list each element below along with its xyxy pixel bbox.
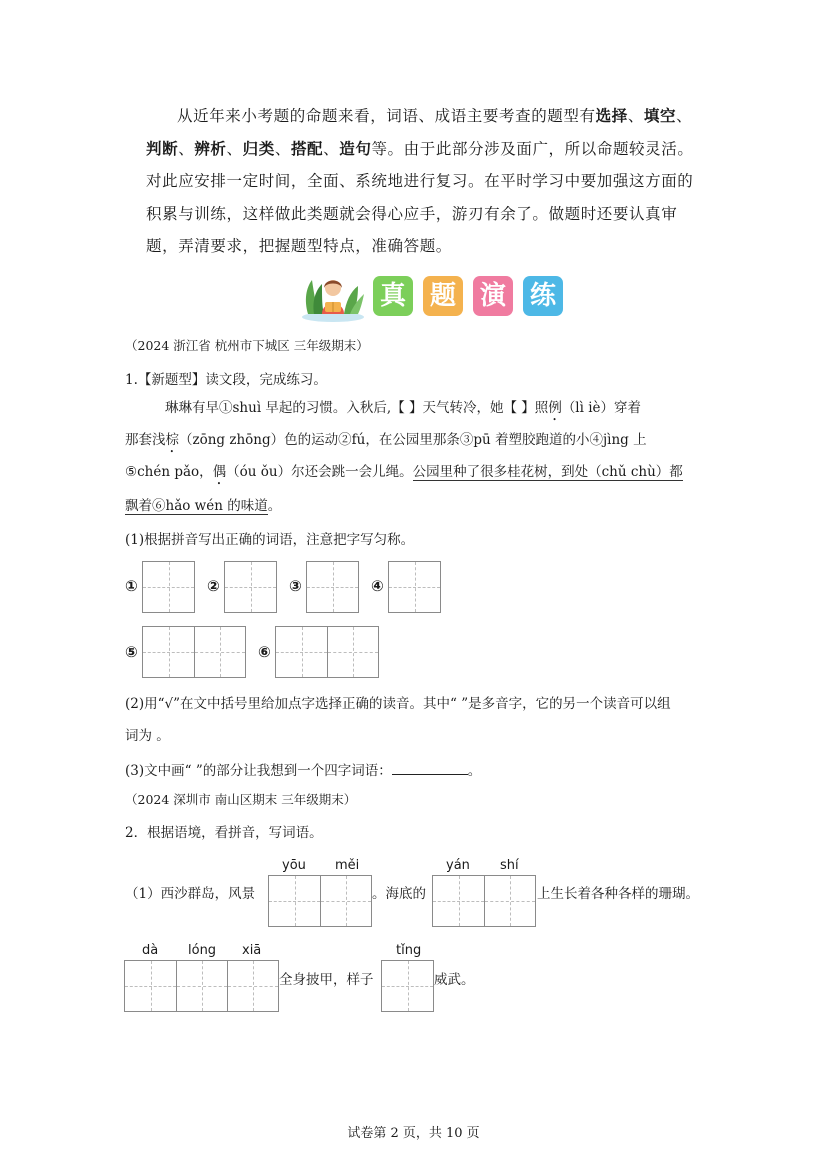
answer-grid-3[interactable] bbox=[306, 561, 359, 613]
answer-grid-5[interactable] bbox=[142, 626, 246, 678]
answer-grid-4[interactable] bbox=[388, 561, 441, 613]
banner-tile-zhen: 真 bbox=[373, 276, 413, 316]
q2-line1-a: （1）西沙群岛，风景 bbox=[125, 886, 256, 902]
pinyin-you: yōu bbox=[282, 858, 306, 873]
grid-label-6: ⑥ bbox=[258, 643, 271, 661]
grid-label-3: ③ bbox=[289, 577, 302, 595]
banner-tile-ti: 题 bbox=[423, 276, 463, 316]
q1-source: （2024 浙江省 杭州市下城区 三年级期末） bbox=[125, 338, 369, 353]
pinyin-xia: xiā bbox=[242, 943, 262, 958]
q1-sub3-blank[interactable] bbox=[392, 762, 468, 775]
page-footer: 试卷第 2 页，共 10 页 bbox=[347, 1126, 480, 1141]
section-banner bbox=[300, 270, 570, 320]
q1-passage-line2: 那套浅棕（zōng zhōng）色的运动②fú，在公园里那条③pū 着塑胶跑道的小④jìng 上 bbox=[125, 432, 647, 448]
q2-title: 2．根据语境，看拼音，写词语。 bbox=[125, 825, 323, 841]
q1-sub2-line2: 词为 。 bbox=[125, 728, 170, 744]
q1-passage-line4: 飘着⑥hǎo wén 的味道。 bbox=[125, 498, 282, 514]
pinyin-yan: yán bbox=[446, 858, 470, 873]
reading-girl-illustration bbox=[300, 270, 366, 322]
q1-sub2-line1: (2)用“√”在文中括号里给加点字选择正确的读音。其中“ ”是多音字，它的另一个读音可以组 bbox=[125, 696, 671, 712]
q1-passage-line1: 琳琳有早①shuì 早起的习惯。入秋后,【 】天气转冷，她【 】照例（lì iè）穿着 bbox=[165, 400, 642, 416]
pinyin-da: dà bbox=[142, 943, 159, 958]
q2-line1-b: 。海底的 bbox=[372, 886, 426, 902]
q1-title: 1.【新题型】读文段，完成练习。 bbox=[125, 372, 327, 388]
answer-grid-ting[interactable] bbox=[381, 960, 434, 1012]
banner-tile-yan: 演 bbox=[473, 276, 513, 316]
answer-grid-6[interactable] bbox=[275, 626, 379, 678]
q2-line2-b: 威武。 bbox=[434, 972, 475, 988]
grid-label-5: ⑤ bbox=[125, 643, 138, 661]
answer-grid-yanshi[interactable] bbox=[432, 875, 536, 927]
q2-line2-a: 全身披甲，样子 bbox=[279, 972, 374, 988]
q1-sub1: (1)根据拼音写出正确的词语，注意把字写匀称。 bbox=[125, 532, 415, 548]
grid-label-1: ① bbox=[125, 577, 138, 595]
grid-label-2: ② bbox=[207, 577, 220, 595]
grid-label-4: ④ bbox=[371, 577, 384, 595]
q1-sub3: (3)文中画“ ”的部分让我想到一个四字词语： 。 bbox=[125, 763, 482, 779]
pinyin-mei: měi bbox=[335, 858, 360, 873]
answer-grid-1[interactable] bbox=[142, 561, 195, 613]
answer-grid-youmei[interactable] bbox=[268, 875, 372, 927]
q1-passage-line3: ⑤chén pǎo，偶（óu ǒu）尔还会跳一会儿绳。公园里种了很多桂花树，到处（chǔ chù）都 bbox=[125, 464, 683, 480]
answer-grid-2[interactable] bbox=[224, 561, 277, 613]
pinyin-shi: shí bbox=[500, 858, 519, 873]
q2-source: （2024 深圳市 南山区期末 三年级期末） bbox=[125, 792, 357, 807]
intro-paragraph: 从近年来小考题的命题来看，词语、成语主要考查的题型有选择、填空、判断、辨析、归类、搭配、造句等。由于此部分涉及面广，所以命题较灵活。对此应安排一定时间，全面、系统地进行复习。在平时学习中要加强这方面的积累与训练，这样做此类题就会得心应手，游刃有余了。做题时还要认真审题，弄清要求，把握题型特点，准确答题。 bbox=[146, 106, 694, 255]
answer-grid-dalongxia[interactable] bbox=[124, 960, 279, 1012]
pinyin-ting: tǐng bbox=[396, 943, 422, 958]
q2-line1-c: 上生长着各种各样的珊瑚。 bbox=[537, 886, 699, 902]
pinyin-long: lóng bbox=[188, 943, 217, 958]
banner-tile-lian: 练 bbox=[523, 276, 563, 316]
